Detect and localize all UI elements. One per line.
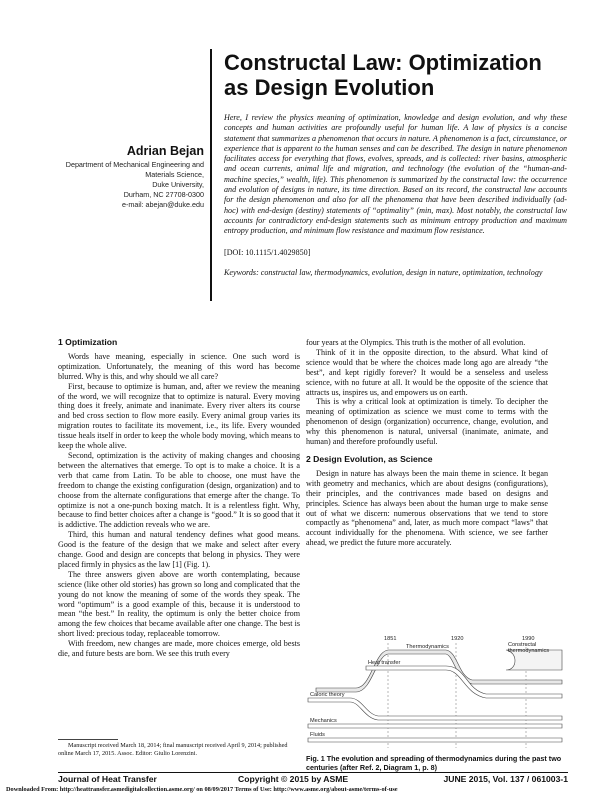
paragraph: Design in nature has always been the main theme in science. It began with geometry and mechanics, which are about designs (configurations), their principles, and the contrivances made based on designs and principles. Science has always been about the human urge to make sense out of what we discern: numerous observations that we tend to store compactly as “phenomena” and, later, as much more compact “laws” that account individually for the phenomena. With science, we see farther ahead, we predict the future more accurately. [306, 468, 548, 548]
issue-info: JUNE 2015, Vol. 137 / 061003-1 [443, 774, 568, 784]
branch-label: Mechanics [310, 718, 337, 724]
figure-caption: Fig. 1 The evolution and spreading of thermodynamics during the past two centuries (after Ref. 2, Diagram 1, p. 8) [306, 754, 562, 772]
footer-divider [58, 772, 568, 773]
keywords: Keywords: constructal law, thermodynamics, evolution, design in nature, optimization, technology [224, 268, 543, 277]
affiliation-line: Durham, NC 27708-0300 [123, 190, 204, 199]
affiliation-line: Duke University, [152, 180, 204, 189]
paragraph: First, because to optimize is human, and, after we review the meaning of the word, we will recognize that to optimize is natural. Every moving thing does it freely, animate and inanimate. Every river alters its course and bed cross section to flow more easily. Every animal group varies its migration routes to facilitate its movement, i.e., its life. Every wounded tissue heals itself in order to keep the whole body moving, which means to keep the whole alive. [58, 381, 300, 451]
year-label: 1920 [451, 636, 464, 642]
title-line-1: Constructal Law: Optimization [224, 50, 542, 75]
copyright: Copyright © 2015 by ASME [238, 774, 349, 784]
paragraph: Think of it in the opposite direction, to the absurd. What kind of science would that be where the choices made long ago are already “the best”, and kept rigidly forever? It would be a senseless and useless science, with no future at all. It would be the opposite of the science that attracts us, inspires us, and empowers us on earth. [306, 347, 548, 397]
header-divider [210, 49, 212, 301]
doi-link[interactable]: [DOI: 10.1115/1.4029850] [224, 248, 311, 257]
caloric-theory-band [308, 698, 562, 720]
branch-label: Constructal thermodynamics [508, 642, 550, 654]
author-email[interactable]: e-mail: abejan@duke.edu [121, 200, 204, 209]
section-1-heading: 1 Optimization [58, 337, 118, 347]
paper-title [224, 50, 564, 100]
section-2-heading: 2 Design Evolution, as Science [306, 453, 433, 464]
footnote: Manuscript received March 18, 2014; final manuscript received April 9, 2014; published online March 17, 2015. Assoc. Editor: Giulio Lorenzini. [58, 742, 288, 757]
mechanics-band [308, 724, 562, 728]
year-label: 1990 [522, 636, 535, 642]
paragraph: Words have meaning, especially in science. One such word is optimization. Unfortunately, the meaning of this word has become blurred. Why is this, and why should we all care? [58, 351, 300, 381]
download-notice[interactable]: Downloaded From: http://heattransfer.asmedigitalcollection.asme.org/ on 08/09/2017 Terms of Use: http://www.asme.org/about-asme/terms-of-use [6, 786, 398, 793]
abstract: Here, I review the physics meaning of optimization, knowledge and design evolution, and why these concepts and human activities are profoundly useful for human life. A law of physics is a concise statement that summarizes a phenomenon that occurs in nature. A phenomenon is a fact, circumstance, or experience that is apparent to the human senses and can be described. The design in nature phenomenon facilitates access for everything that flows, evolves, spreads, and is collected: river basins, atmospheric and ocean currents, animal life and migration, and technology (the evolution of the “human-and-machine species,” wealth, life). This phenomenon is summarized by the constructal law: the occurrence and evolution of designs in nature, its time direction. Based on its record, the constructal law accounts for the design phenomenon and also for all the phenomena that have been described individually (ad-hoc) with end-design (destiny) statements of “optimality” (min, max). Most notably, the constructal law accounts for contradictory end-design statements such as minimum entropy production and maximum entropy production, and minimum flow resistance and maximum flow resistance. [224, 113, 567, 236]
left-column [58, 338, 300, 659]
footnote-divider [58, 739, 118, 740]
affiliation-line: Department of Mechanical Engineering and [65, 160, 204, 169]
right-column [306, 338, 548, 548]
journal-name: Journal of Heat Transfer [58, 774, 157, 784]
author-name: Adrian Bejan [126, 144, 204, 158]
fluids-band [308, 738, 562, 742]
branch-label: Fluids [310, 732, 325, 738]
paragraph: The three answers given above are worth contemplating, because science (like other old stories) has grown so long and complicated that the young do not know the meaning of some of the words they speak. The word “optimum” is a good example of this, because it is understood to mean “the best.” In reality, the optimum is only the better choice from among the few choices that became available after one change. The best is short lived: precious today, replaceable tomorrow. [58, 569, 300, 639]
affiliation-line: Materials Science, [145, 170, 204, 179]
paragraph: Third, this human and natural tendency defines what good means. Good is the feature of the design that we make and select after every change. Good and design are concepts that belong in physics. They were placed firmly in physics as the law [1] (Fig. 1). [58, 530, 300, 569]
branch-label: Caloric theory [310, 692, 345, 698]
author-block [66, 144, 204, 210]
paragraph: Second, optimization is the activity of making changes and choosing between the alternatives that emerge. To opt is to make a choice. It is a verb that came from Latin. To be able to choose, one must have the freedom to change the existing configuration (design, organization) and to choose from the alternate configurations that emerge after the change. To optimize is not a one-punch boxing match. It is a relentless fight. Why, because to find better choices after a change is “good.” It is so good that it is addictive. The addiction reveals who we are. [58, 450, 300, 530]
title-line-2: as Design Evolution [224, 75, 435, 100]
paragraph: With freedom, new changes are made, more choices emerge, old bests die, and future bests are born. We see this truth every [58, 639, 300, 659]
year-label: 1851 [384, 636, 397, 642]
figure-1-diagram [306, 632, 564, 750]
paragraph: four years at the Olympics. This truth is the mother of all evolution. [306, 338, 526, 347]
branch-label: Thermodynamics [406, 644, 449, 650]
branch-label: Heat transfer [368, 660, 401, 666]
paragraph: This is why a critical look at optimization is timely. To decipher the meaning of optimization as science we must come to terms with the phenomenon of design (organization) occurrence, change, evolution, and why this phenomenon is natural, universal (inanimate, animate, and human) and therefore profoundly useful. [306, 397, 548, 447]
